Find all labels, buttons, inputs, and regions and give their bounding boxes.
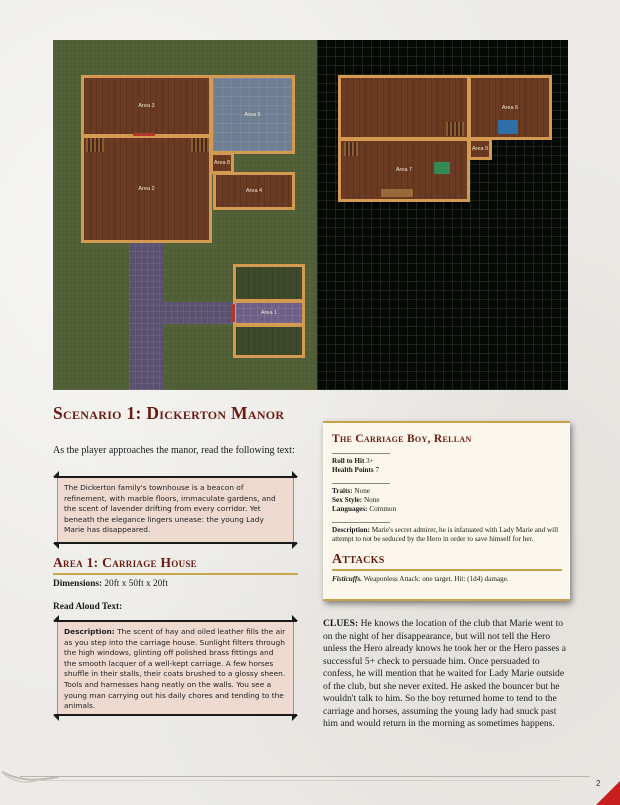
stat-divider xyxy=(332,483,390,484)
npc-name: The Carriage Boy, Rellan xyxy=(332,433,472,445)
ground-floor-map xyxy=(53,40,317,390)
sex-style xyxy=(332,496,562,505)
room-label: Area 9 xyxy=(471,146,489,152)
attack-text: Weaponless Attack: one target. Hit: (1d4) damage. xyxy=(363,575,509,584)
npc-description-label: Description: xyxy=(332,526,370,534)
garden-path-branch xyxy=(129,302,239,324)
carriage-house-stall xyxy=(233,324,305,358)
languages-label: Languages: xyxy=(332,505,368,513)
description-label: Description: xyxy=(64,627,115,636)
stairs xyxy=(86,138,104,152)
page-number: 2 xyxy=(596,779,601,788)
manor-map xyxy=(53,40,568,390)
hp-label: Health Points xyxy=(332,466,374,474)
stat-divider xyxy=(332,453,390,454)
languages xyxy=(332,505,562,514)
stat-divider xyxy=(332,522,390,523)
corner-ornament xyxy=(292,471,298,477)
room-label: Area 7 xyxy=(395,167,413,173)
room-area-8 xyxy=(210,152,234,174)
traits-label: Traits: xyxy=(332,487,353,495)
sex-style-value: None xyxy=(363,496,380,504)
languages-value: Common xyxy=(369,505,397,513)
npc-description xyxy=(332,526,562,544)
footer-rule xyxy=(20,776,590,777)
scenario-title: Scenario 1: Dickerton Manor xyxy=(53,403,285,423)
corner-ornament xyxy=(292,715,298,721)
roll-to-hit xyxy=(332,457,562,466)
traits-value: None xyxy=(354,487,370,495)
room-label: Area 6 xyxy=(501,104,519,111)
attacks-heading: Attacks xyxy=(332,552,385,568)
stairs xyxy=(191,138,209,152)
bed xyxy=(498,120,518,134)
dimensions-value: 20ft x 50ft x 20ft xyxy=(104,579,168,589)
roll-label: Roll to Hit xyxy=(332,457,365,465)
area-1-title: Area 1: Carriage House xyxy=(53,555,197,570)
intro-read-aloud-box xyxy=(57,477,294,543)
npc-stat-block xyxy=(323,421,570,601)
room-area-3 xyxy=(81,75,212,137)
stairs xyxy=(446,122,464,136)
room-label: Area 5 xyxy=(244,111,261,118)
room-label: Area 8 xyxy=(213,160,231,166)
table xyxy=(381,189,413,197)
corner-ornament xyxy=(292,615,298,621)
room-label: Area 1 xyxy=(260,310,278,316)
room-label: Area 2 xyxy=(138,186,155,192)
stairs xyxy=(344,142,358,156)
corner-ornament xyxy=(53,715,59,721)
clues-label: CLUES: xyxy=(323,618,359,629)
room-area-4 xyxy=(213,172,295,210)
npc-description-text: Marie's secret admirer, he is infatuated with Lady Marie and will attempt to not be seduced by the Hero in order to save himself for her. xyxy=(332,526,559,544)
area-1-read-aloud-box xyxy=(57,621,294,715)
intro-read-aloud-text: The Dickerton family's townhouse is a beacon of refinement, with marble floors, immaculate gardens, and the scent of lavender drifting from every corridor. Yet beneath the elegance lingers unease: the young Lady Marie has disappeared. xyxy=(64,483,276,535)
attacks-rule xyxy=(332,569,562,571)
corner-ornament xyxy=(292,543,298,549)
room-area-5 xyxy=(210,75,295,154)
page-corner-accent xyxy=(596,781,620,805)
hp-value: 7 xyxy=(375,466,380,474)
attack-name: Fisticuffs. xyxy=(332,575,363,584)
scenario-intro: As the player approaches the manor, read the following text: xyxy=(53,445,295,456)
sex-style-label: Sex Style: xyxy=(332,496,363,504)
clues-text: He knows the location of the club that Marie went to on the night of her disappearance, but will not tell the Hero unless the Hero already knows he took her or the Hero passes a successful 5+ check to persuade him. Once persuaded to confess, he will mention that he waited for Lady Marie outside of the club, but she never exited. He asked the bouncer but he wouldn't talk to him. So the boy returned home to tend to the carriage and horses, assuming the young lady had snuck past him and would return in the morning as sometimes happens. xyxy=(323,618,566,729)
area-1-description: The scent of hay and oiled leather fills the air as you step into the carriage house. Sunlight filters through the high windows, glinting off polished brass fittings and the smooth lacquer of a well-kept carriage. A few horses shuffle in their stalls, their coats brushed to a glossy sheen. Tools and harnesses hang neatly on the walls. You see a young man carrying out his daily chores and tending to the animals. xyxy=(64,627,286,711)
footer-rule xyxy=(40,780,560,781)
room-area-9 xyxy=(468,138,492,160)
dimensions-label: Dimensions: xyxy=(53,579,103,589)
room-label: Area 4 xyxy=(245,188,263,194)
footer-quill-ornament xyxy=(0,760,60,790)
room-area-1 xyxy=(233,300,305,326)
area-1-dimensions xyxy=(53,579,168,589)
corner-ornament xyxy=(53,471,59,477)
read-aloud-heading: Read Aloud Text: xyxy=(53,602,123,612)
corner-ornament xyxy=(53,543,59,549)
attack-entry xyxy=(332,575,562,584)
heading-rule xyxy=(53,573,298,575)
door xyxy=(133,133,155,136)
corner-ornament xyxy=(53,615,59,621)
health-points xyxy=(332,466,562,475)
room-label: Area 3 xyxy=(138,103,155,109)
traits xyxy=(332,487,562,496)
carriage-door xyxy=(231,304,235,322)
carriage-house-stall xyxy=(233,264,305,302)
bed xyxy=(434,162,450,174)
roll-value: 3+ xyxy=(366,457,374,465)
upper-floor-map xyxy=(317,40,568,390)
clues-paragraph xyxy=(323,618,573,731)
